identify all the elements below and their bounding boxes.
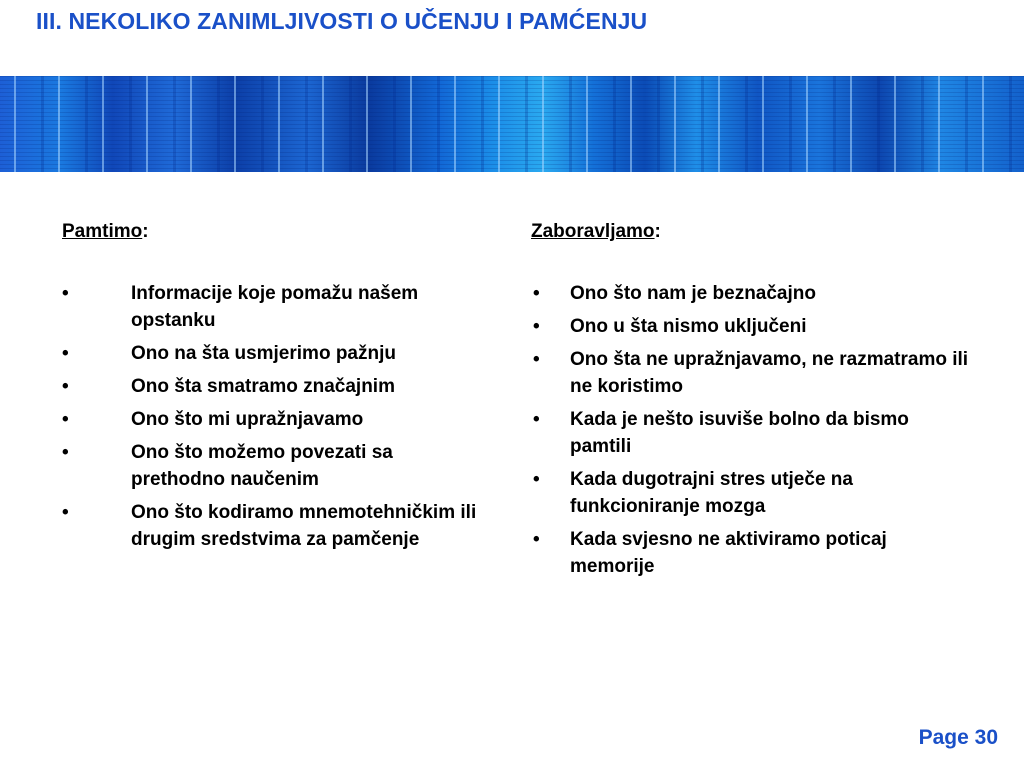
decorative-banner [0,76,1024,172]
bullet-icon: • [533,529,540,550]
remember-heading-colon: : [142,221,149,242]
list-item-text: Ono šta ne upražnjavamo, ne razmatramo ili ne koristimo [570,349,969,397]
bullet-icon: • [62,343,69,364]
list-item-text: Ono što nam je beznačajno [570,283,816,304]
list-item [531,466,971,520]
forget-list [531,280,971,580]
page-number: Page 30 [918,726,998,749]
forget-heading-text: Zaboravljamo [531,221,655,242]
slide-title: III. NEKOLIKO ZANIMLJIVOSTI O UČENJU I PAMĆENJU [36,8,648,34]
list-item-text: Ono na šta usmjerimo pažnju [131,343,396,364]
list-item-text: Informacije koje pomažu našem opstanku [131,283,419,331]
bullet-icon: • [62,502,69,523]
list-item-text: Ono što mi upražnjavamo [131,409,364,430]
bullet-icon: • [533,409,540,430]
list-item-text: Kada dugotrajni stres utječe na funkcioniranje mozga [570,469,853,517]
list-item [531,526,971,580]
forget-column [531,220,971,586]
list-item [531,313,971,340]
list-item [531,406,971,460]
list-item [531,280,971,307]
list-item-text: Kada svjesno ne aktiviramo poticaj memorije [570,529,887,577]
remember-heading [62,220,492,244]
list-item [62,280,492,334]
bullet-icon: • [533,349,540,370]
list-item [62,499,492,553]
bullet-icon: • [62,442,69,463]
forget-heading-colon: : [654,221,661,242]
list-item [62,406,492,433]
remember-heading-text: Pamtimo [62,221,143,242]
bullet-icon: • [62,376,69,397]
bullet-icon: • [533,283,540,304]
remember-list [62,280,492,553]
bullet-icon: • [533,316,540,337]
list-item [62,439,492,493]
forget-heading [531,220,971,244]
list-item-text: Ono šta smatramo značajnim [131,376,395,397]
list-item [531,346,971,400]
list-item [62,340,492,367]
list-item-text: Kada je nešto isuviše bolno da bismo pamtili [570,409,909,457]
list-item [62,373,492,400]
list-item-text: Ono što možemo povezati sa prethodno naučenim [131,442,393,490]
list-item-text: Ono što kodiramo mnemotehničkim ili drugim sredstvima za pamčenje [131,502,477,550]
bullet-icon: • [533,469,540,490]
remember-column [62,220,492,559]
bullet-icon: • [62,409,69,430]
bullet-icon: • [62,283,69,304]
list-item-text: Ono u šta nismo uključeni [570,316,807,337]
